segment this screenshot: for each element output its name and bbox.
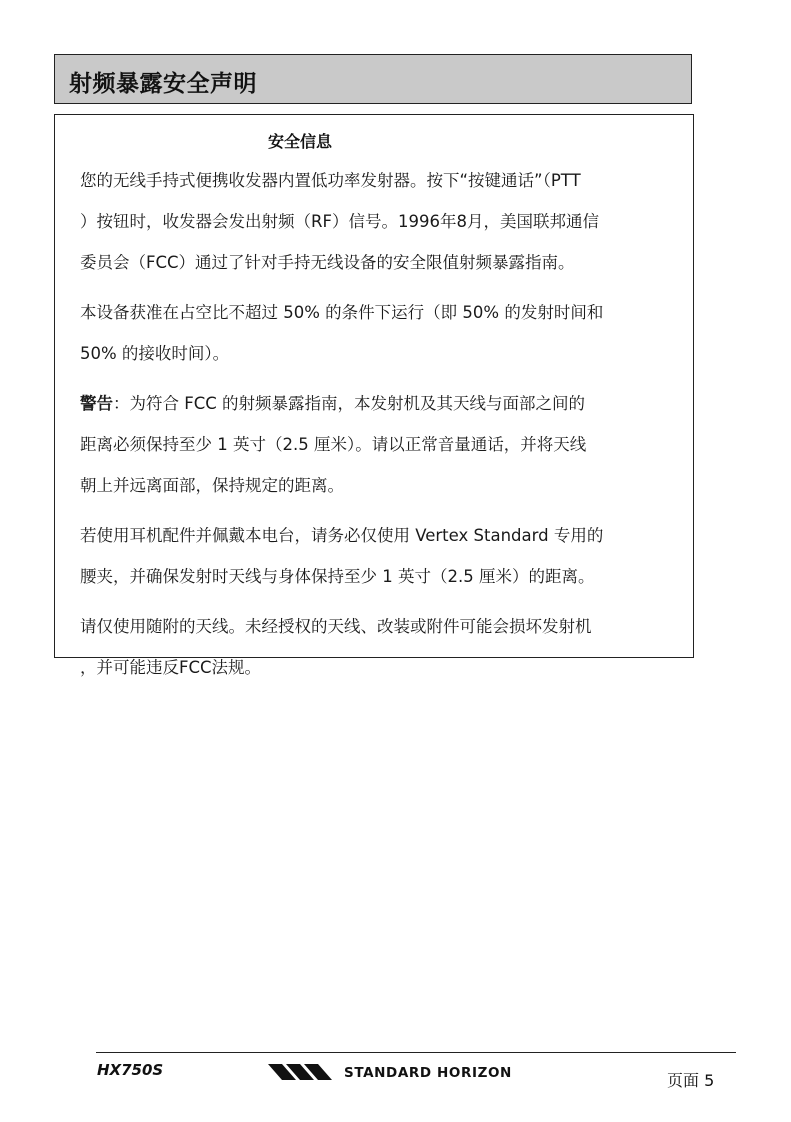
title-bar — [54, 54, 692, 104]
warning-colon: ： — [113, 394, 130, 413]
model-number: HX750S — [97, 1061, 164, 1079]
brand-name: STANDARD HORIZON — [344, 1065, 512, 1081]
warning-label: 警告 — [80, 394, 113, 413]
warning-line — [80, 390, 585, 414]
body-line: 距离必须保持至少 1 英寸（2.5 厘米）。请以正常音量通话，并将天线 — [80, 435, 587, 454]
footer-divider — [96, 1052, 736, 1053]
body-line: 若使用耳机配件并佩戴本电台，请务必仅使用 Vertex Standard 专用的 — [80, 526, 604, 545]
body-line: 您的无线手持式便携收发器内置低功率发射器。按下“按键通话”（PTT — [80, 171, 581, 190]
page-number: 页面 5 — [667, 1071, 715, 1090]
body-line: 腰夹，并确保发射时天线与身体保持至少 1 英寸（2.5 厘米）的距离。 — [80, 567, 595, 586]
body-line: 委员会（FCC）通过了针对手持无线设备的安全限值射频暴露指南。 — [80, 253, 575, 272]
body-line: 朝上并远离面部，保持规定的距离。 — [80, 476, 344, 495]
standard-horizon-logo-icon — [268, 1062, 340, 1082]
body-line: ）按钮时，收发器会发出射频（RF）信号。1996年8月，美国联邦通信 — [80, 212, 599, 231]
page-title: 射频暴露安全声明 — [69, 71, 257, 97]
warning-text: 为符合 FCC 的射频暴露指南，本发射机及其天线与面部之间的 — [129, 394, 586, 413]
body-line: 50% 的接收时间）。 — [80, 344, 230, 363]
section-heading: 安全信息 — [268, 132, 333, 151]
body-line: 请仅使用随附的天线。未经授权的天线、改装或附件可能会损坏发射机 — [80, 617, 592, 636]
body-line: ，并可能违反FCC法规。 — [80, 658, 262, 677]
body-line: 本设备获准在占空比不超过 50% 的条件下运行（即 50% 的发射时间和 — [80, 303, 604, 322]
